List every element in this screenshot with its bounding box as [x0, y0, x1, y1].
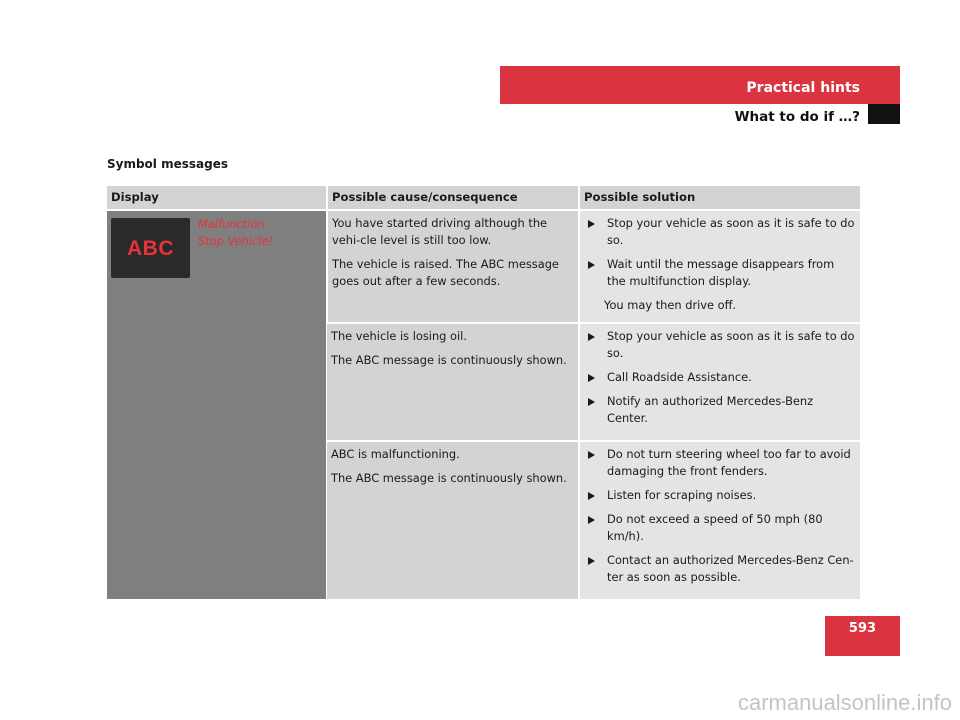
cause-text: The vehicle is losing oil. [331, 329, 467, 343]
cause-cell [327, 441, 579, 599]
triangle-bullet-icon [588, 261, 595, 269]
solution-text: Contact an authorized Mercedes-Benz Cen-ter as soon as possible. [607, 553, 854, 584]
solution-item [584, 328, 856, 362]
cause-text: You have started driving although the vehi-cle level is still too low. [332, 216, 548, 247]
cause-text: The vehicle is raised. The ABC message goes out after a few seconds. [332, 257, 559, 288]
solution-cell [579, 441, 860, 599]
triangle-bullet-icon [588, 451, 595, 459]
triangle-bullet-icon [588, 557, 595, 565]
triangle-bullet-icon [588, 374, 595, 382]
page-number-box [825, 616, 900, 656]
cause-text: The ABC message is continuously shown. [331, 353, 567, 367]
triangle-bullet-icon [588, 333, 595, 341]
display-cell [107, 210, 327, 599]
solution-text: Call Roadside Assistance. [607, 370, 752, 384]
solution-text: Stop your vehicle as soon as it is safe to do so. [607, 329, 855, 360]
solution-item [584, 215, 856, 249]
solution-text: Wait until the message disappears from the multifunction display. [607, 257, 835, 288]
section-title: Practical hints [746, 80, 860, 96]
abc-symbol-text: ABC [127, 236, 174, 260]
display-message-line: Malfunction [198, 217, 265, 231]
display-message [198, 216, 273, 250]
triangle-bullet-icon [588, 398, 595, 406]
cause-cell [327, 210, 579, 323]
table-row [107, 210, 860, 323]
column-header-display: Display [107, 186, 327, 210]
cause-text: ABC is malfunctioning. [331, 447, 460, 461]
subsection-title: What to do if …? [734, 109, 860, 125]
solution-item [584, 446, 856, 480]
watermark: carmanualsonline.info [737, 690, 952, 715]
solution-text: Do not exceed a speed of 50 mph (80 km/h). [607, 512, 823, 543]
solution-cell [579, 210, 860, 323]
solution-text: Notify an authorized Mercedes-Benz Center. [607, 394, 814, 425]
triangle-bullet-icon [588, 516, 595, 524]
column-header-solution: Possible solution [579, 186, 860, 210]
solution-item [584, 369, 856, 386]
solution-note: You may then drive off. [604, 298, 737, 312]
solution-item [584, 256, 856, 290]
column-header-cause: Possible cause/consequence [327, 186, 579, 210]
abc-display-symbol [111, 218, 190, 278]
page-number: 593 [848, 621, 877, 636]
display-message-line: Stop Vehicle! [198, 234, 274, 248]
solution-text: Do not turn steering wheel too far to avoid damaging the front fenders. [607, 447, 851, 478]
solution-cell [579, 323, 860, 441]
black-tab-marker [868, 104, 900, 124]
cause-cell [327, 323, 579, 441]
triangle-bullet-icon [588, 492, 595, 500]
solution-text: Listen for scraping noises. [607, 488, 757, 502]
solution-item [584, 552, 856, 586]
symbol-messages-table [107, 186, 860, 599]
solution-item [584, 393, 856, 427]
solution-item [584, 487, 856, 504]
triangle-bullet-icon [588, 220, 595, 228]
page-title: Symbol messages [107, 157, 228, 171]
solution-item [584, 511, 856, 545]
solution-text: Stop your vehicle as soon as it is safe to do so. [607, 216, 855, 247]
cause-text: The ABC message is continuously shown. [331, 471, 567, 485]
table-header-row [107, 186, 860, 210]
